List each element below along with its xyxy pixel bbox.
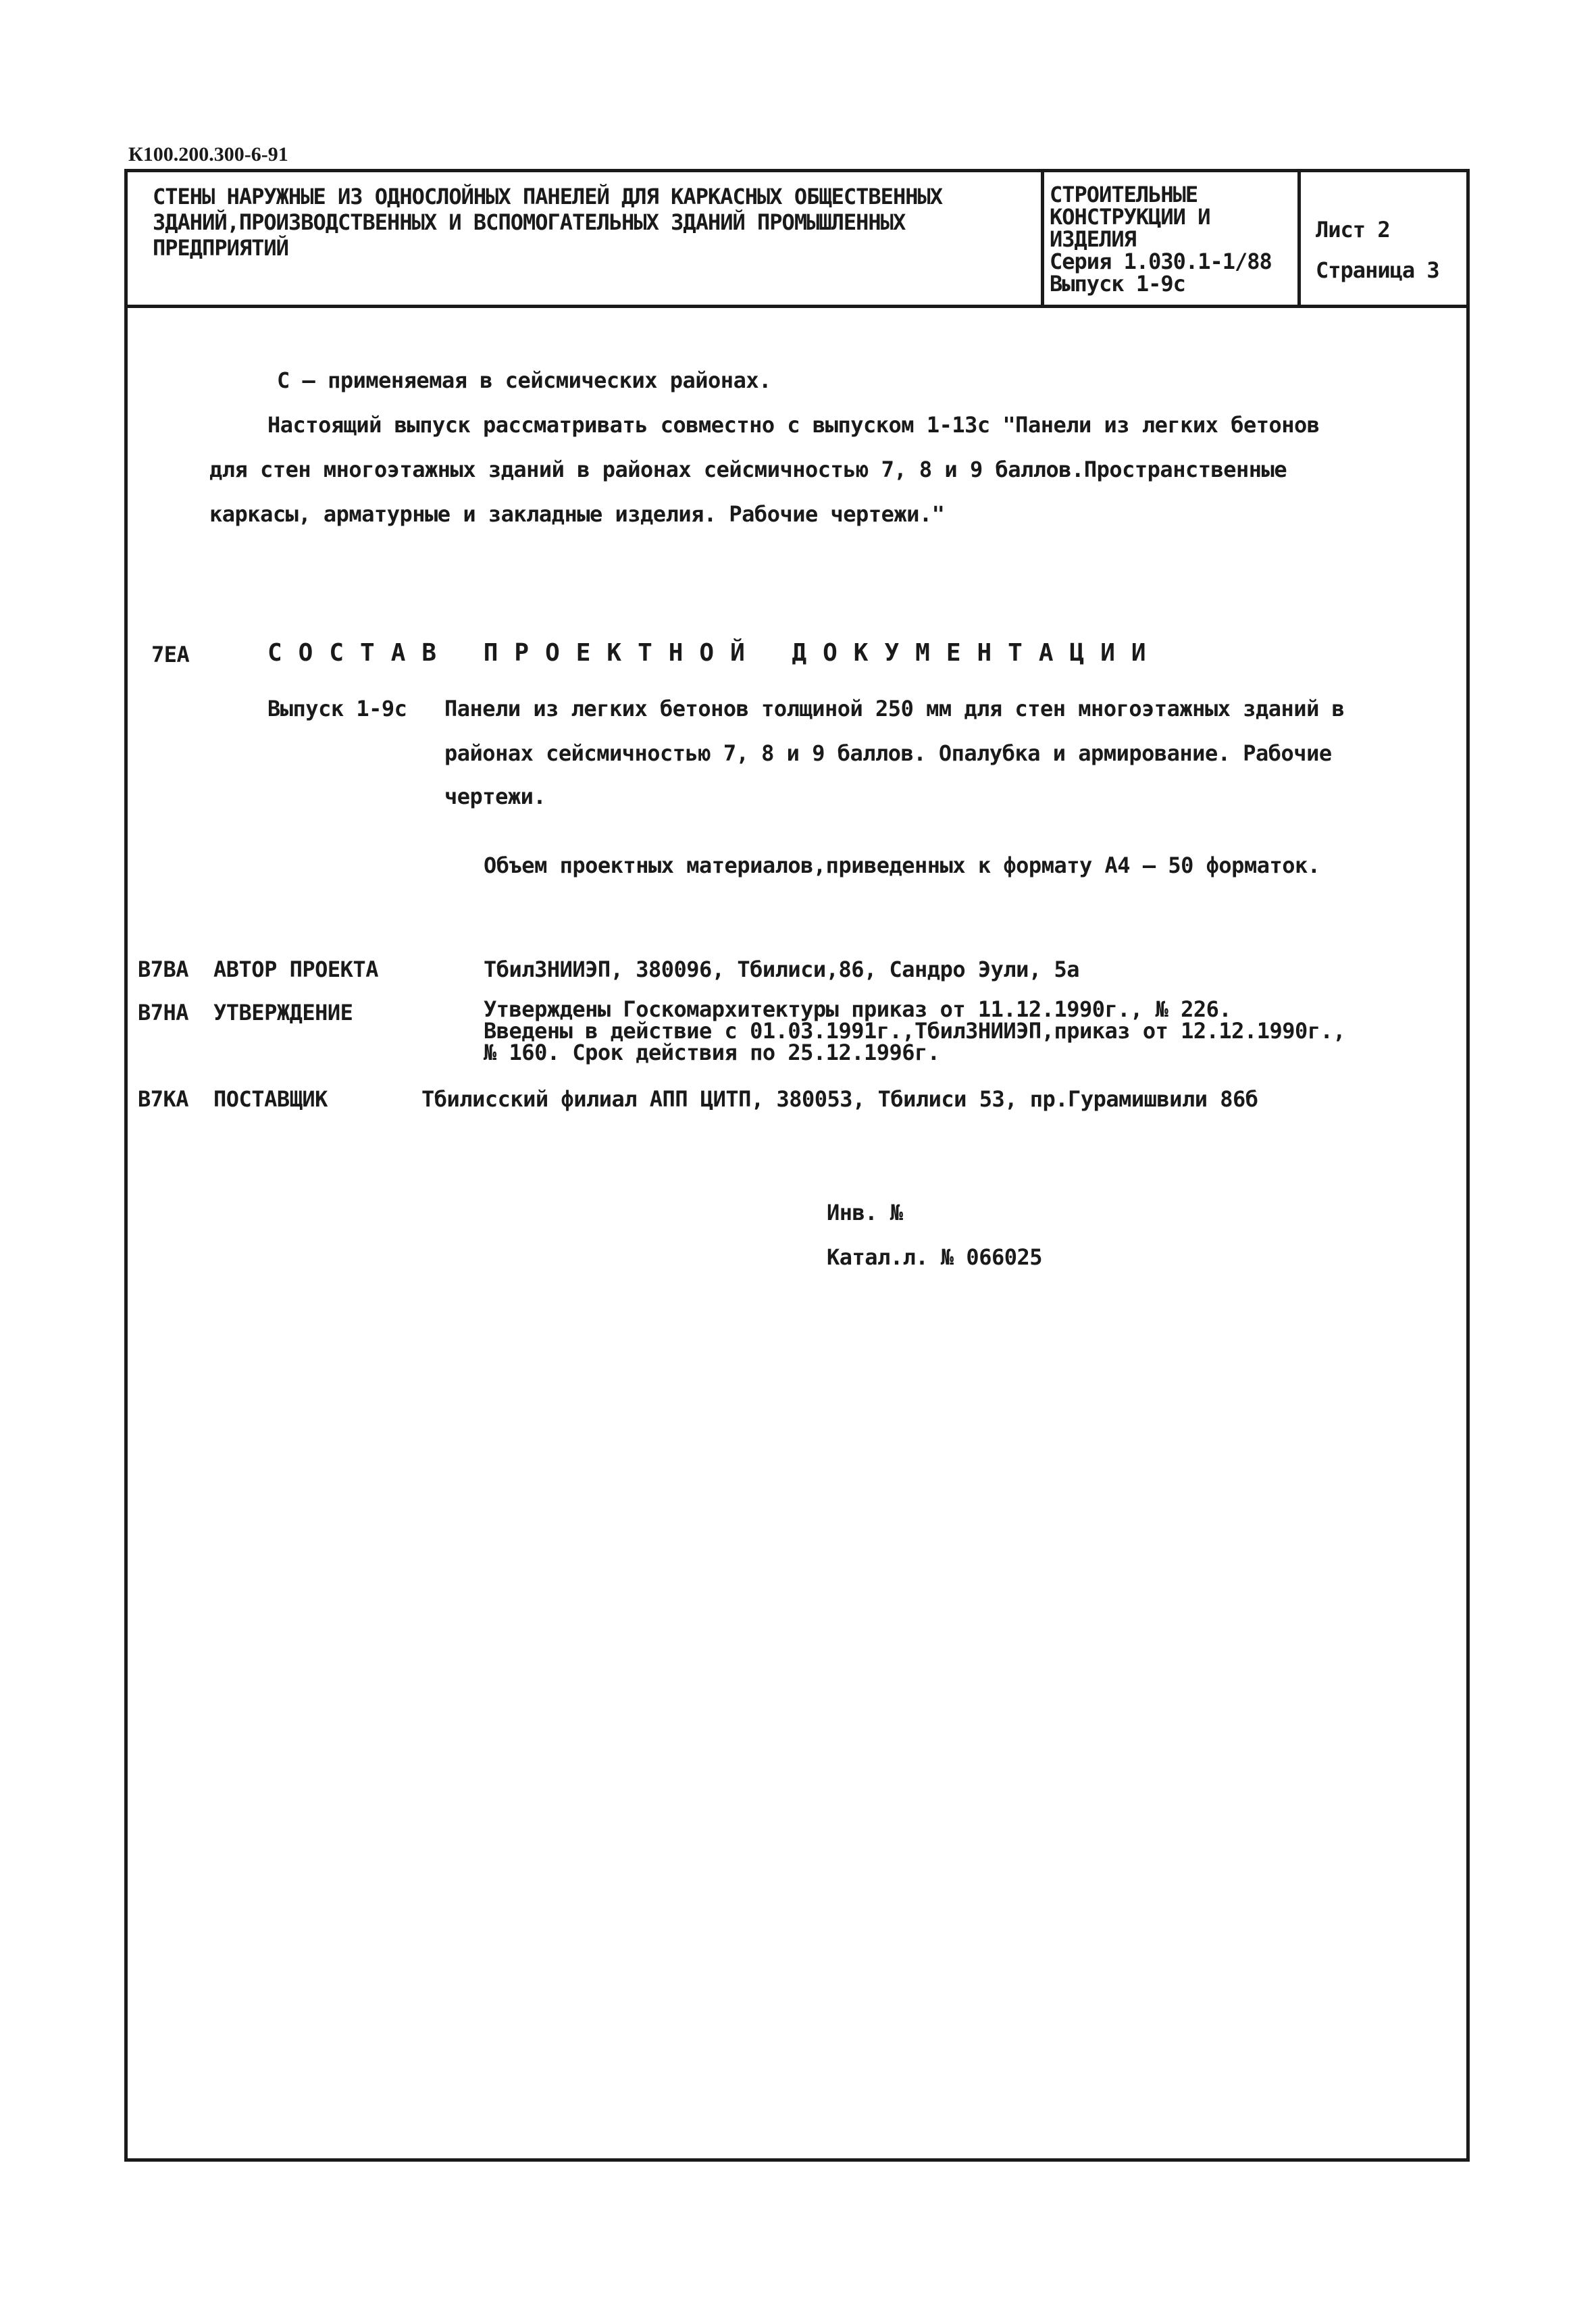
series-line: КОНСТРУКЦИИ И [1050,204,1210,230]
page-number: Страница 3 [1316,257,1439,283]
approval-label: УТВЕРЖДЕНИЕ [213,1000,353,1025]
approval-line-2: Введены в действие с 01.03.1991г.,ТбилЗНИИЭП,приказ от 12.12.1990г., [484,1018,1346,1044]
author-value: ТбилЗНИИЭП, 380096, Тбилиси,86, Сандро Эули, 5а [484,957,1079,982]
title-line: СТЕНЫ НАРУЖНЫЕ ИЗ ОДНОСЛОЙНЫХ ПАНЕЛЕЙ ДЛЯ КАРКАСНЫХ ОБЩЕСТВЕННЫХ [153,184,942,209]
approval-line-1: Утверждены Госкомархитектуры приказ от 11.12.1990г., № 226. [484,996,1232,1022]
volume-note: Объем проектных материалов,приведенных к формату А4 – 50 форматок. [484,853,1320,878]
title-block-title [124,169,1044,305]
series-line: ИЗДЕЛИЯ [1050,226,1136,252]
supplier-value: Тбилисский филиал АПП ЦИТП, 380053, Тбилиси 53, пр.Гурамишвили 86б [421,1086,1258,1112]
intro-line-2: Настоящий выпуск рассматривать совместно с выпуском 1-13с "Панели из легких бетонов [267,412,1320,438]
inventory-number: Инв. № [827,1200,903,1225]
issue-description-line-1: Панели из легких бетонов толщиной 250 мм для стен многоэтажных зданий в [444,696,1345,721]
issue-label: Выпуск 1-9с [267,696,407,721]
intro-line-4: каркасы, арматурные и закладные изделия. Рабочие чертежи." [209,501,945,527]
title-block [124,169,1470,308]
issue-description-line-3: чертежи. [444,784,546,809]
issue-description-line-2: районах сейсмичностью 7, 8 и 9 баллов. Опалубка и армирование. Рабочие [444,740,1332,766]
intro-line-1: С – применяемая в сейсмических районах. [277,367,771,393]
author-code: В7ВА [138,957,189,982]
approval-line-3: № 160. Срок действия по 25.12.1996г. [484,1040,940,1065]
supplier-label: ПОСТАВЩИК [213,1086,328,1112]
title-block-series [1044,169,1301,305]
catalog-number: Катал.л. № 066025 [827,1244,1043,1270]
composition-code: 7ЕА [151,642,190,667]
document-code: К100.200.300-6-91 [128,143,288,166]
composition-heading: СОСТАВ ПРОЕКТНОЙ ДОКУМЕНТАЦИИ [267,639,1162,667]
title-block-sheet [1301,169,1466,305]
approval-code: В7НА [138,1000,189,1025]
sheet-number: Лист 2 [1316,217,1390,243]
series-line: СТРОИТЕЛЬНЫЕ [1050,182,1198,207]
title-line: ПРЕДПРИЯТИЙ [153,235,288,261]
series-line: Выпуск 1-9с [1050,271,1185,297]
supplier-code: В7КА [138,1086,189,1112]
title-line: ЗДАНИЙ,ПРОИЗВОДСТВЕННЫХ И ВСПОМОГАТЕЛЬНЫХ ЗДАНИЙ ПРОМЫШЛЕННЫХ [153,209,906,235]
series-line: Серия 1.030.1-1/88 [1050,249,1272,274]
author-label: АВТОР ПРОЕКТА [213,957,378,982]
intro-line-3: для стен многоэтажных зданий в районах сейсмичностью 7, 8 и 9 баллов.Пространственные [209,457,1287,482]
